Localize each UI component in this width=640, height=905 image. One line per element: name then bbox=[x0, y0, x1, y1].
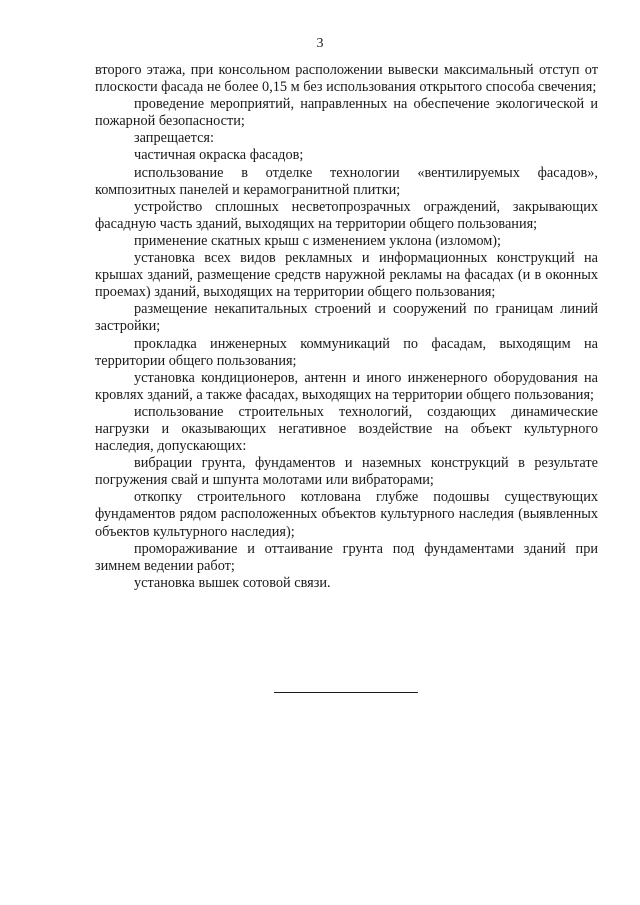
document-body bbox=[95, 62, 598, 592]
paragraph: устройство сплошных несветопрозрачных ограждений, закрывающих фасадную часть зданий, выходящих на территории общего пользования; bbox=[95, 198, 598, 232]
paragraph: применение скатных крыш с изменением уклона (изломом); bbox=[134, 232, 502, 249]
paragraph: проведение мероприятий, направленных на обеспечение экологической и пожарной безопасности; bbox=[95, 96, 598, 130]
paragraph: размещение некапитальных строений и сооружений по границам линий застройки; bbox=[95, 301, 598, 335]
paragraph: второго этажа, при консольном расположении вывески максимальный отступ от плоскости фасада не более 0,15 м без использования открытого способа свечения; bbox=[95, 62, 598, 96]
paragraph: промораживание и оттаивание грунта под фундаментами зданий при зимнем ведении работ; bbox=[95, 540, 598, 574]
paragraph: использование строительных технологий, создающих динамические нагрузки и оказывающих негативное воздействие на объект культурного наследия, допускающих: bbox=[95, 403, 598, 455]
paragraph: запрещается: bbox=[134, 130, 214, 147]
paragraph: прокладка инженерных коммуникаций по фасадам, выходящим на территории общего пользования; bbox=[95, 335, 598, 369]
paragraph: установка вышек сотовой связи. bbox=[134, 574, 331, 591]
paragraph: установка всех видов рекламных и информационных конструкций на крышах зданий, размещение средств наружной рекламы на фасадах (и в оконных проемах) зданий, выходящих на территории общего пользования; bbox=[95, 250, 598, 301]
paragraph: использование в отделке технологии «вентилируемых фасадов», композитных панелей и керамогранитной плитки; bbox=[95, 164, 598, 198]
paragraph: откопку строительного котлована глубже подошвы существующих фундаментов рядом расположенных объектов культурного наследия (выявленных объектов культурного наследия); bbox=[95, 489, 598, 540]
end-divider-line bbox=[274, 692, 418, 693]
page-number: 3 bbox=[316, 36, 324, 51]
paragraph: вибрации грунта, фундаментов и наземных конструкций в результате погружения свай и шпунта молотами или вибраторами; bbox=[95, 455, 598, 489]
paragraph: частичная окраска фасадов; bbox=[134, 147, 304, 164]
paragraph: установка кондиционеров, антенн и иного инженерного оборудования на кровлях зданий, а также фасадах, выходящих на территории общего пользования; bbox=[95, 369, 598, 403]
